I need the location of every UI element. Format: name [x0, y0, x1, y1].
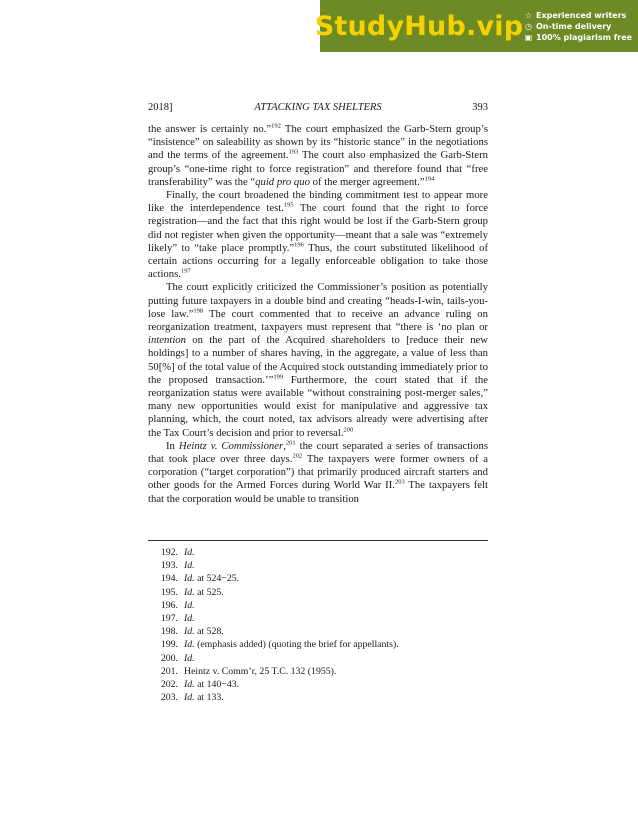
footnote-rest: at 525.: [194, 586, 224, 598]
text-run: ,: [283, 439, 286, 452]
footnote-number: 203.: [160, 692, 178, 704]
footnote-text: [184, 638, 488, 651]
footnote-ref: 195: [283, 201, 294, 209]
footnote-text: [184, 546, 488, 559]
footnote-divider: [148, 540, 488, 541]
footnote-number: 198.: [160, 626, 178, 638]
footnote-number: 201.: [160, 665, 178, 677]
footnote-text: [184, 599, 488, 612]
footnote-ref: 192: [271, 122, 281, 130]
footnote-rest: at 528.: [194, 626, 224, 638]
footnote-ref: 201: [285, 439, 296, 447]
footnote-number: 197.: [160, 613, 178, 625]
footnote-italic: Id.: [184, 547, 195, 558]
footnote-italic: Id.: [184, 652, 195, 664]
footnote-ref: 193: [288, 148, 299, 156]
footnote: [148, 599, 488, 612]
footnote-ref: 202: [292, 452, 303, 460]
paragraph: [148, 123, 488, 189]
footnote-text: [184, 612, 488, 625]
footnote-text: [184, 652, 488, 665]
text-run: The taxpayers felt that the corporation would be unable to transition: [148, 479, 488, 505]
text-run: The taxpayers were former owners of a corporation (“target corporation”) that primarily produced aircraft starters and other goods for the Armed Forces during World War II.: [148, 453, 489, 492]
footnote-italic: Id.: [184, 692, 195, 704]
footnote-rest: at 524−25.: [194, 573, 240, 585]
text-run: The court emphasized the Garb-Stern group’s “insistence” on saleability as shown by its “historic stance” in the negotiations and the terms of the agreement.: [148, 123, 488, 162]
footnote: [148, 691, 488, 704]
footnote-rest: (emphasis added) (quoting the brief for appellants).: [194, 639, 399, 651]
footnote: [148, 638, 488, 651]
feature-item: [524, 22, 638, 31]
text-run: The court found that the right to force registration—and the fact that this right would be lost if the Garb-Stern group did not register when given the opportunity—meant that a sale was “extremely likely” to “take place promptly.”: [148, 202, 488, 254]
footnote-text: [184, 586, 488, 599]
page-number: 393: [472, 102, 488, 113]
star-icon: ☆: [524, 10, 533, 20]
footnote-italic: Id.: [184, 626, 195, 638]
footnote-text: [184, 625, 488, 638]
footnote-ref: 194: [424, 175, 435, 183]
footnote-ref: 199: [273, 373, 284, 381]
footnote-number: 200.: [160, 652, 178, 664]
text-run: the answer is certainly no.”: [148, 123, 272, 135]
footnote-ref: 203: [394, 478, 405, 486]
footnote-text: [184, 691, 488, 704]
feature-item: [524, 11, 638, 20]
footnote-ref: 200: [343, 426, 354, 434]
header-title: ATTACKING TAX SHELTERS: [254, 102, 382, 113]
text-run: The court commented that to receive an advance ruling on reorganization treatment, taxpayers must represent that “there is ‘no plan or: [148, 307, 488, 334]
footnote: [148, 625, 488, 638]
clock-icon: ◷: [525, 21, 532, 31]
footnote-italic: Id.: [184, 639, 195, 651]
text-run: Furthermore, the court stated that if the reorganization status were available “without constraining post-merger sales,” many new opportunities would exist for manipulative and aggressive tax planning, which, the court noted, tax advisors already were advertising after the Tax Court’s decision and prior to reversal.: [148, 373, 488, 439]
footnote-rest: Heintz v. Comm’r, 25 T.C. 132 (1955).: [184, 665, 337, 677]
feature-item: [524, 33, 638, 42]
footnote-rest: at 133.: [194, 692, 224, 704]
feature-label: Experienced writers: [536, 10, 627, 20]
body-text: [148, 123, 488, 506]
text-run: Finally, the court broadened the binding commitment test to appear more like the interdependence test.: [148, 189, 488, 215]
footnote-text: [184, 572, 488, 585]
footnote-text: [184, 665, 488, 678]
paragraph: [148, 281, 488, 439]
footnote-rest: at 140−43.: [194, 679, 240, 691]
footnote: [148, 665, 488, 678]
footnote-ref: 196: [294, 241, 304, 249]
italic-text: quid pro quo: [255, 175, 310, 188]
footnote-text: [184, 559, 488, 572]
footnote-number: 192.: [160, 547, 178, 558]
text-run: In: [166, 439, 179, 452]
footnote-number: 195.: [160, 586, 178, 598]
footnote-number: 193.: [160, 560, 178, 572]
footnote-italic: Id.: [184, 599, 195, 611]
footnotes: [148, 546, 488, 704]
footnote-ref: 197: [180, 267, 191, 275]
feature-list: [518, 0, 638, 52]
footnote: [148, 586, 488, 599]
footnote-number: 196.: [160, 599, 178, 611]
paragraph: [148, 189, 488, 281]
text-run: Thus, the court substituted likelihood of certain actions occurring for a legally enforceable obligation to take those actions.: [148, 241, 489, 281]
ad-banner[interactable]: [314, 0, 638, 52]
footnote-number: 202.: [160, 679, 178, 691]
running-header: [148, 102, 488, 116]
paragraph: [148, 440, 488, 506]
footnote: [148, 546, 488, 559]
footnote: [148, 652, 488, 665]
footnote: [148, 678, 488, 691]
feature-label: On-time delivery: [536, 21, 612, 31]
text-run: The court also emphasized the Garb-Stern group’s “one-time right to force registration” and therefore found that “free transferability” was the “: [148, 149, 488, 188]
italic-text: intention: [148, 334, 186, 347]
header-year: 2018]: [148, 102, 173, 113]
footnote-italic: Id.: [184, 586, 195, 598]
footnote-italic: Id.: [184, 613, 195, 625]
text-run: on the part of the Acquired shareholders to [reduce their new holdings] to a number of shares having, in the aggregate, a value of less than 50[%] of the total value of the Acquired stock outstanding immediately prior to the proposed transaction.’”: [148, 334, 488, 386]
feature-label: 100% plagiarism free: [536, 32, 633, 42]
footnote-number: 199.: [160, 639, 178, 651]
footnote-italic: Id.: [184, 573, 195, 585]
text-run: The court explicitly criticized the Commissioner’s position as potentially putting future taxpayers in a double bind and creating “heads-I-win, tails-you-lose law.”: [148, 281, 488, 320]
footnote: [148, 572, 488, 585]
text-run: of the merger agreement.”: [309, 175, 425, 188]
brand-logo[interactable]: StudyHub.vip: [314, 10, 524, 42]
footnote: [148, 559, 488, 572]
check-document-icon: ▣: [524, 32, 533, 42]
footnote-text: [184, 678, 488, 691]
footnote-number: 194.: [160, 573, 178, 585]
footnote-ref: 198: [193, 307, 204, 315]
text-run: the court separated a series of transactions that took place over three days.: [148, 439, 488, 466]
footnote-italic: Id.: [184, 679, 195, 691]
italic-text: Heintz v. Commissioner: [178, 439, 284, 452]
footnote-italic: Id.: [184, 560, 195, 572]
footnote: [148, 612, 488, 625]
